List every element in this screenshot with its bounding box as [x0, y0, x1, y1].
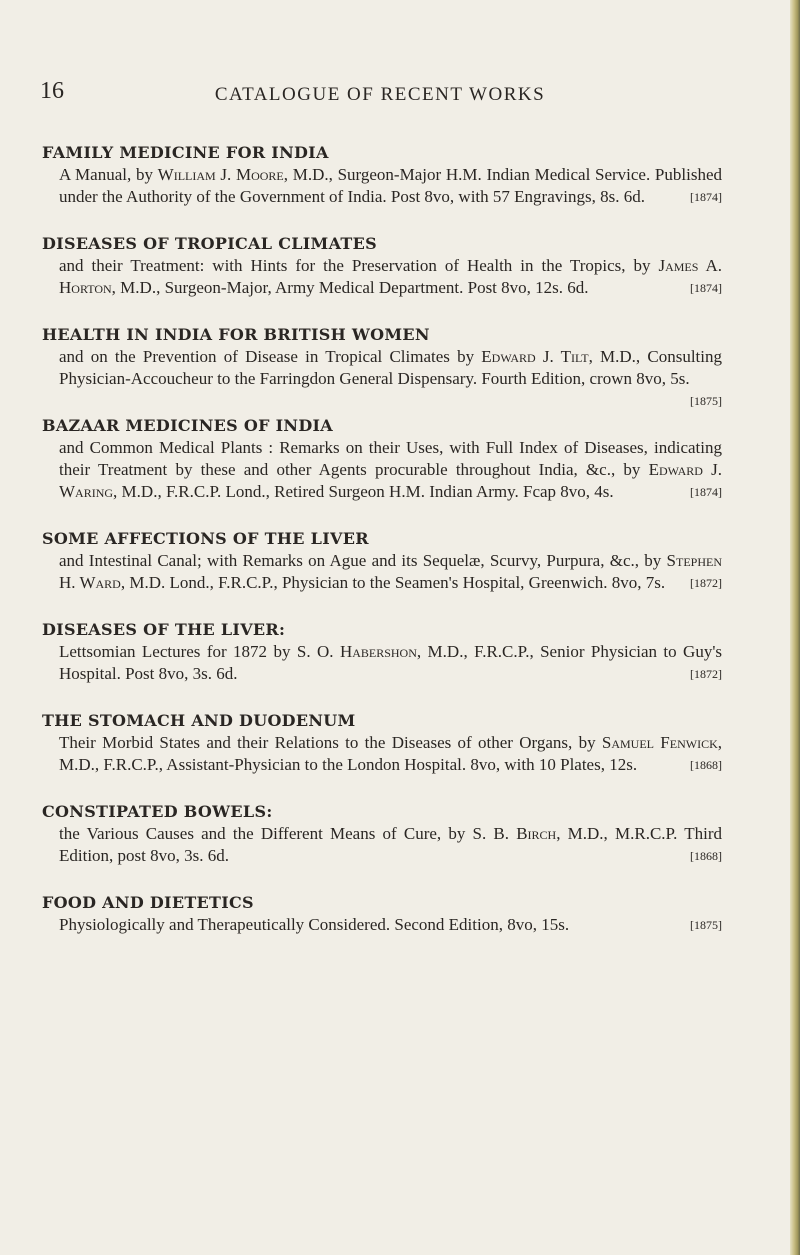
- entry-desc-pre: the Various Causes and the Different Means of Cure, by S. B.: [59, 824, 517, 843]
- catalogue-entry: [42, 415, 722, 503]
- entry-title: FOOD AND DIETETICS: [42, 893, 254, 912]
- entry-author: Habershon: [339, 642, 417, 661]
- entry-author: Birch: [516, 824, 557, 843]
- entry-author: Samuel Fenwick: [601, 733, 718, 752]
- entry-year: [1875]: [690, 394, 722, 408]
- entry-desc-pre: and on the Prevention of Disease in Tropical Climates by: [59, 347, 482, 366]
- entry-description: [59, 255, 722, 299]
- entry-year: [1875]: [690, 918, 722, 932]
- entry-year: [1868]: [690, 758, 722, 772]
- entry-desc-post: , M.D., F.R.C.P., Senior Physician to Guy's Hospital. Post 8vo, 3s. 6d.: [59, 642, 723, 683]
- entry-author: Edward J. Tilt: [481, 347, 589, 366]
- catalogue-entry: [42, 142, 722, 208]
- entry-year: [1872]: [690, 576, 722, 590]
- entry-year: [1874]: [690, 485, 722, 499]
- entry-description: [59, 823, 722, 867]
- catalogue-entry: [42, 710, 722, 776]
- entry-title: DISEASES OF TROPICAL CLIMATES: [42, 234, 377, 253]
- entry-year: [1874]: [690, 190, 722, 204]
- entry-description: [59, 346, 722, 408]
- entry-desc-pre: and Intestinal Canal; with Remarks on Ague and its Sequelæ, Scurvy, Purpura, &c., by: [59, 551, 667, 570]
- entry-author: James A. Horton: [59, 256, 722, 297]
- book-binding-edge: [790, 0, 800, 1255]
- entry-desc-post: , M.D., F.R.C.P. Lond., Retired Surgeon H.M. Indian Army. Fcap 8vo, 4s.: [113, 482, 614, 501]
- entry-title: THE STOMACH AND DUODENUM: [42, 711, 356, 730]
- entry-desc-pre: Physiologically and Therapeutically Considered. Second Edition, 8vo, 15s.: [59, 915, 570, 934]
- entry-description: [59, 437, 722, 503]
- catalogue-entries: [42, 142, 722, 961]
- catalogue-entry: [42, 233, 722, 299]
- entry-author: William J. Moore: [157, 165, 284, 184]
- entry-desc-pre: A Manual, by: [59, 165, 158, 184]
- entry-description: [59, 164, 722, 208]
- entry-desc-post: , M.D., Consulting Physician-Accoucheur to the Farringdon General Dispensary. Fourth Edition, crown 8vo, 5s.: [59, 347, 722, 388]
- entry-year: [1874]: [690, 281, 722, 295]
- entry-title: BAZAAR MEDICINES OF INDIA: [42, 416, 333, 435]
- catalogue-entry: [42, 801, 722, 867]
- entry-title: FAMILY MEDICINE FOR INDIA: [42, 143, 329, 162]
- entry-title: DISEASES OF THE LIVER:: [42, 620, 286, 639]
- entry-description: [59, 550, 722, 594]
- entry-description: [59, 641, 722, 685]
- entry-desc-post: , M.D. Lond., F.R.C.P., Physician to the Seamen's Hospital, Greenwich. 8vo, 7s.: [120, 573, 666, 592]
- catalogue-entry: [42, 619, 722, 685]
- entry-desc-post: , M.D., Surgeon-Major, Army Medical Department. Post 8vo, 12s. 6d.: [111, 278, 589, 297]
- page-number: 16: [40, 78, 64, 104]
- entry-description: [59, 914, 722, 936]
- entry-desc-post: , M.D., F.R.C.P., Assistant-Physician to the London Hospital. 8vo, with 10 Plates, 12s.: [59, 733, 722, 774]
- running-title: CATALOGUE OF RECENT WORKS: [214, 84, 546, 105]
- entry-desc-pre: Their Morbid States and their Relations to the Diseases of other Organs, by: [59, 733, 602, 752]
- entry-desc-pre: and their Treatment: with Hints for the Preservation of Health in the Tropics, by: [59, 256, 659, 275]
- entry-desc-pre: and Common Medical Plants : Remarks on their Uses, with Full Index of Diseases, indicating their Treatment by these and other Agents procurable throughout India, &c., by: [59, 438, 722, 479]
- entry-author: Stephen H. Ward: [59, 551, 722, 592]
- entry-title: SOME AFFECTIONS OF THE LIVER: [42, 529, 369, 548]
- entry-desc-post: , M.D., Surgeon-Major H.M. Indian Medical Service. Published under the Authority of the Government of India. Post 8vo, with 57 Engravings, 8s. 6d.: [59, 165, 722, 206]
- catalogue-entry: [42, 528, 722, 594]
- page-header: [40, 78, 720, 108]
- entry-title: CONSTIPATED BOWELS:: [42, 802, 273, 821]
- entry-author: Edward J. Waring: [59, 460, 723, 501]
- catalogue-entry: [42, 324, 722, 408]
- entry-title: HEALTH IN INDIA FOR BRITISH WOMEN: [42, 325, 430, 344]
- entry-description: [59, 732, 722, 776]
- entry-desc-pre: Lettsomian Lectures for 1872 by S. O.: [59, 642, 340, 661]
- entry-year: [1868]: [690, 849, 722, 863]
- entry-year: [1872]: [690, 667, 722, 681]
- entry-desc-post: , M.D., M.R.C.P. Third Edition, post 8vo, 3s. 6d.: [59, 824, 723, 865]
- catalogue-entry: [42, 892, 722, 936]
